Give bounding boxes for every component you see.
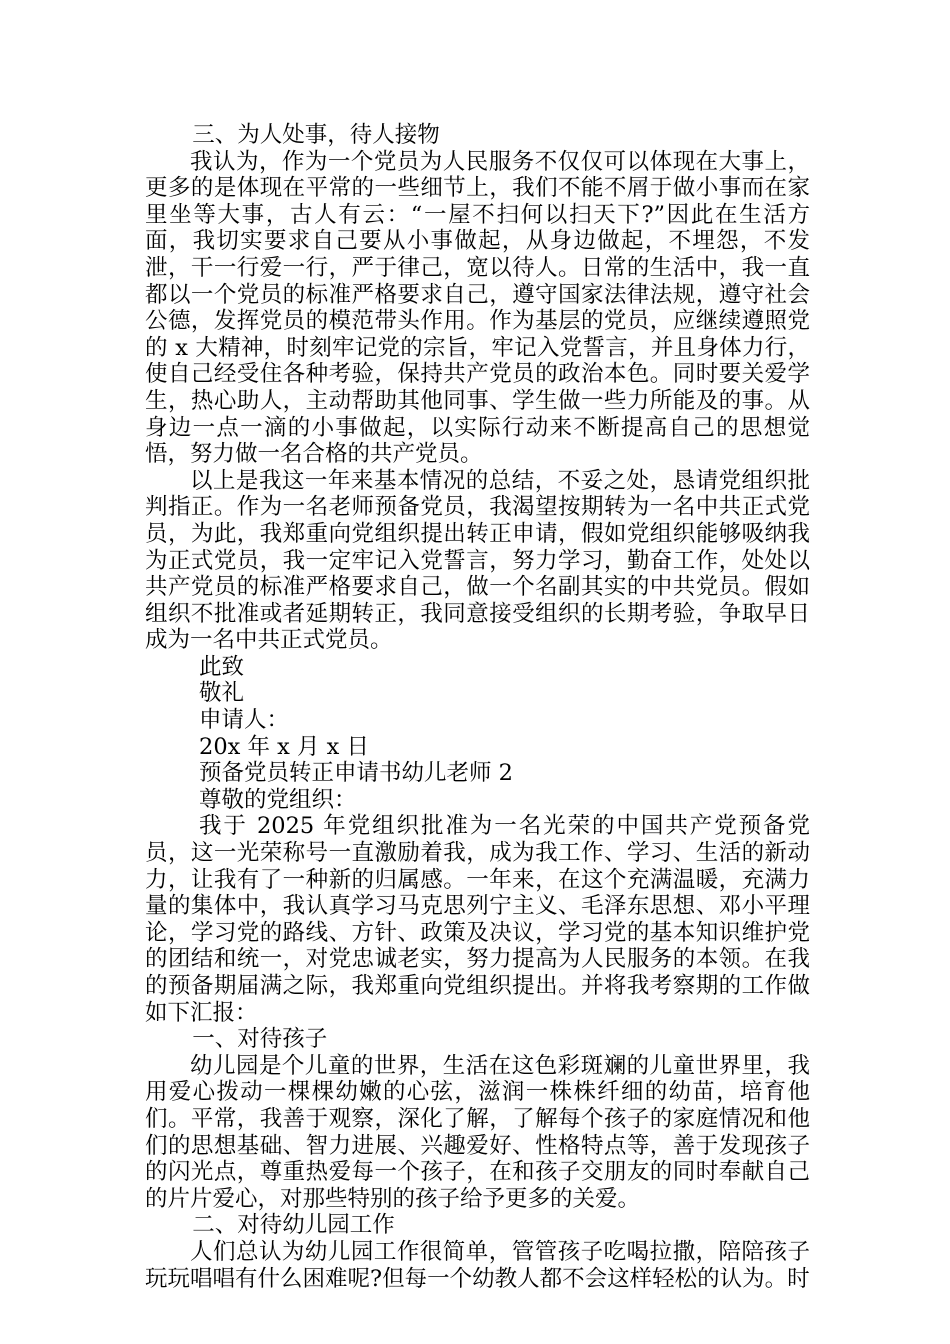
applicant-label: 申请人： bbox=[199, 707, 290, 734]
section-heading-1: 一、对待孩子 bbox=[192, 1026, 328, 1053]
body-paragraph: 我认为，作为一个党员为人民服务不仅仅可以体现在大事上，更多的是体现在平常的一些细节上，我们不能不屑于做小事而在家里坐等大事，古人有云：“一屋不扫何以扫天下?”因此在生活方面，我切实要求自己要从小事做起，从身边做起，不埋怨，不发泄，干一行爱一行，严于律己，宽以待人。日常的生活中，我一直都以一个党员的标准严格要求自己，遵守国家法律法规，遵守社会公德，发挥党员的模范带头作用。作为基层的党员，应继续遵照党的 x 大精神，时刻牢记党的宗旨，牢记入党誓言，并且身体力行，使自己经受住各种考验，保持共产党员的政治本色。同时要关爱学生，热心助人，主动帮助其他同事、学生做一些力所能及的事。从身边一点一滴的小事做起，以实际行动来不断提高自己的思想觉悟，努力做一名合格的共产党员。 bbox=[145, 148, 810, 468]
document-title: 预备党员转正申请书幼儿老师 2 bbox=[199, 760, 513, 787]
section-heading-3: 三、为人处事，待人接物 bbox=[192, 122, 440, 148]
document-body bbox=[145, 122, 810, 1292]
date-line: 20x 年 x 月 x 日 bbox=[199, 733, 369, 760]
body-paragraph: 幼儿园是个儿童的世界，生活在这色彩斑斓的儿童世界里，我用爱心拨动一棵棵幼嫩的心弦，滋润一株株纤细的幼苗，培育他们。平常，我善于观察，深化了解，了解每个孩子的家庭情况和他们的思想基础、智力进展、兴趣爱好、性格特点等，善于发现孩子的闪光点，尊重热爱每一个孩子，在和孩子交朋友的同时奉献自己的片片爱心，对那些特别的孩子给予更多的关爱。 bbox=[145, 1052, 810, 1212]
greeting: 尊敬的党组织： bbox=[199, 786, 357, 813]
body-paragraph: 人们总认为幼儿园工作很简单，管管孩子吃喝拉撒，陪陪孩子玩玩唱唱有什么困难呢?但每一个幼教人都不会这样轻松的认为。时 bbox=[145, 1238, 810, 1292]
closing-salute: 敬礼 bbox=[199, 680, 245, 707]
closing-salutation: 此致 bbox=[199, 653, 245, 680]
body-paragraph: 我于 2025 年党组织批准为一名光荣的中国共产党预备党员，这一光荣称号一直激励着我，成为我工作、学习、生活的新动力，让我有了一种新的归属感。一年来，在这个充满温暖，充满力量的集体中，我认真学习马克思列宁主义、毛泽东思想、邓小平理论，学习党的路线、方针、政策及决议，学习党的基本知识维护党的团结和统一，对党忠诚老实，努力提高为人民服务的本领。在我的预备期届满之际，我郑重向党组织提出。并将我考察期的工作做如下汇报： bbox=[145, 813, 810, 1026]
section-heading-2: 二、对待幼儿园工作 bbox=[192, 1212, 395, 1239]
body-paragraph: 以上是我这一年来基本情况的总结，不妥之处，恳请党组织批判指正。作为一名老师预备党员，我渴望按期转为一名中共正式党员，为此，我郑重向党组织提出转正申请，假如党组织能够吸纳我为正式党员，我一定牢记入党誓言，努力学习，勤奋工作，处处以共产党员的标准严格要求自己，做一个名副其实的中共党员。假如组织不批准或者延期转正，我同意接受组织的长期考验，争取早日成为一名中共正式党员。 bbox=[145, 467, 810, 654]
